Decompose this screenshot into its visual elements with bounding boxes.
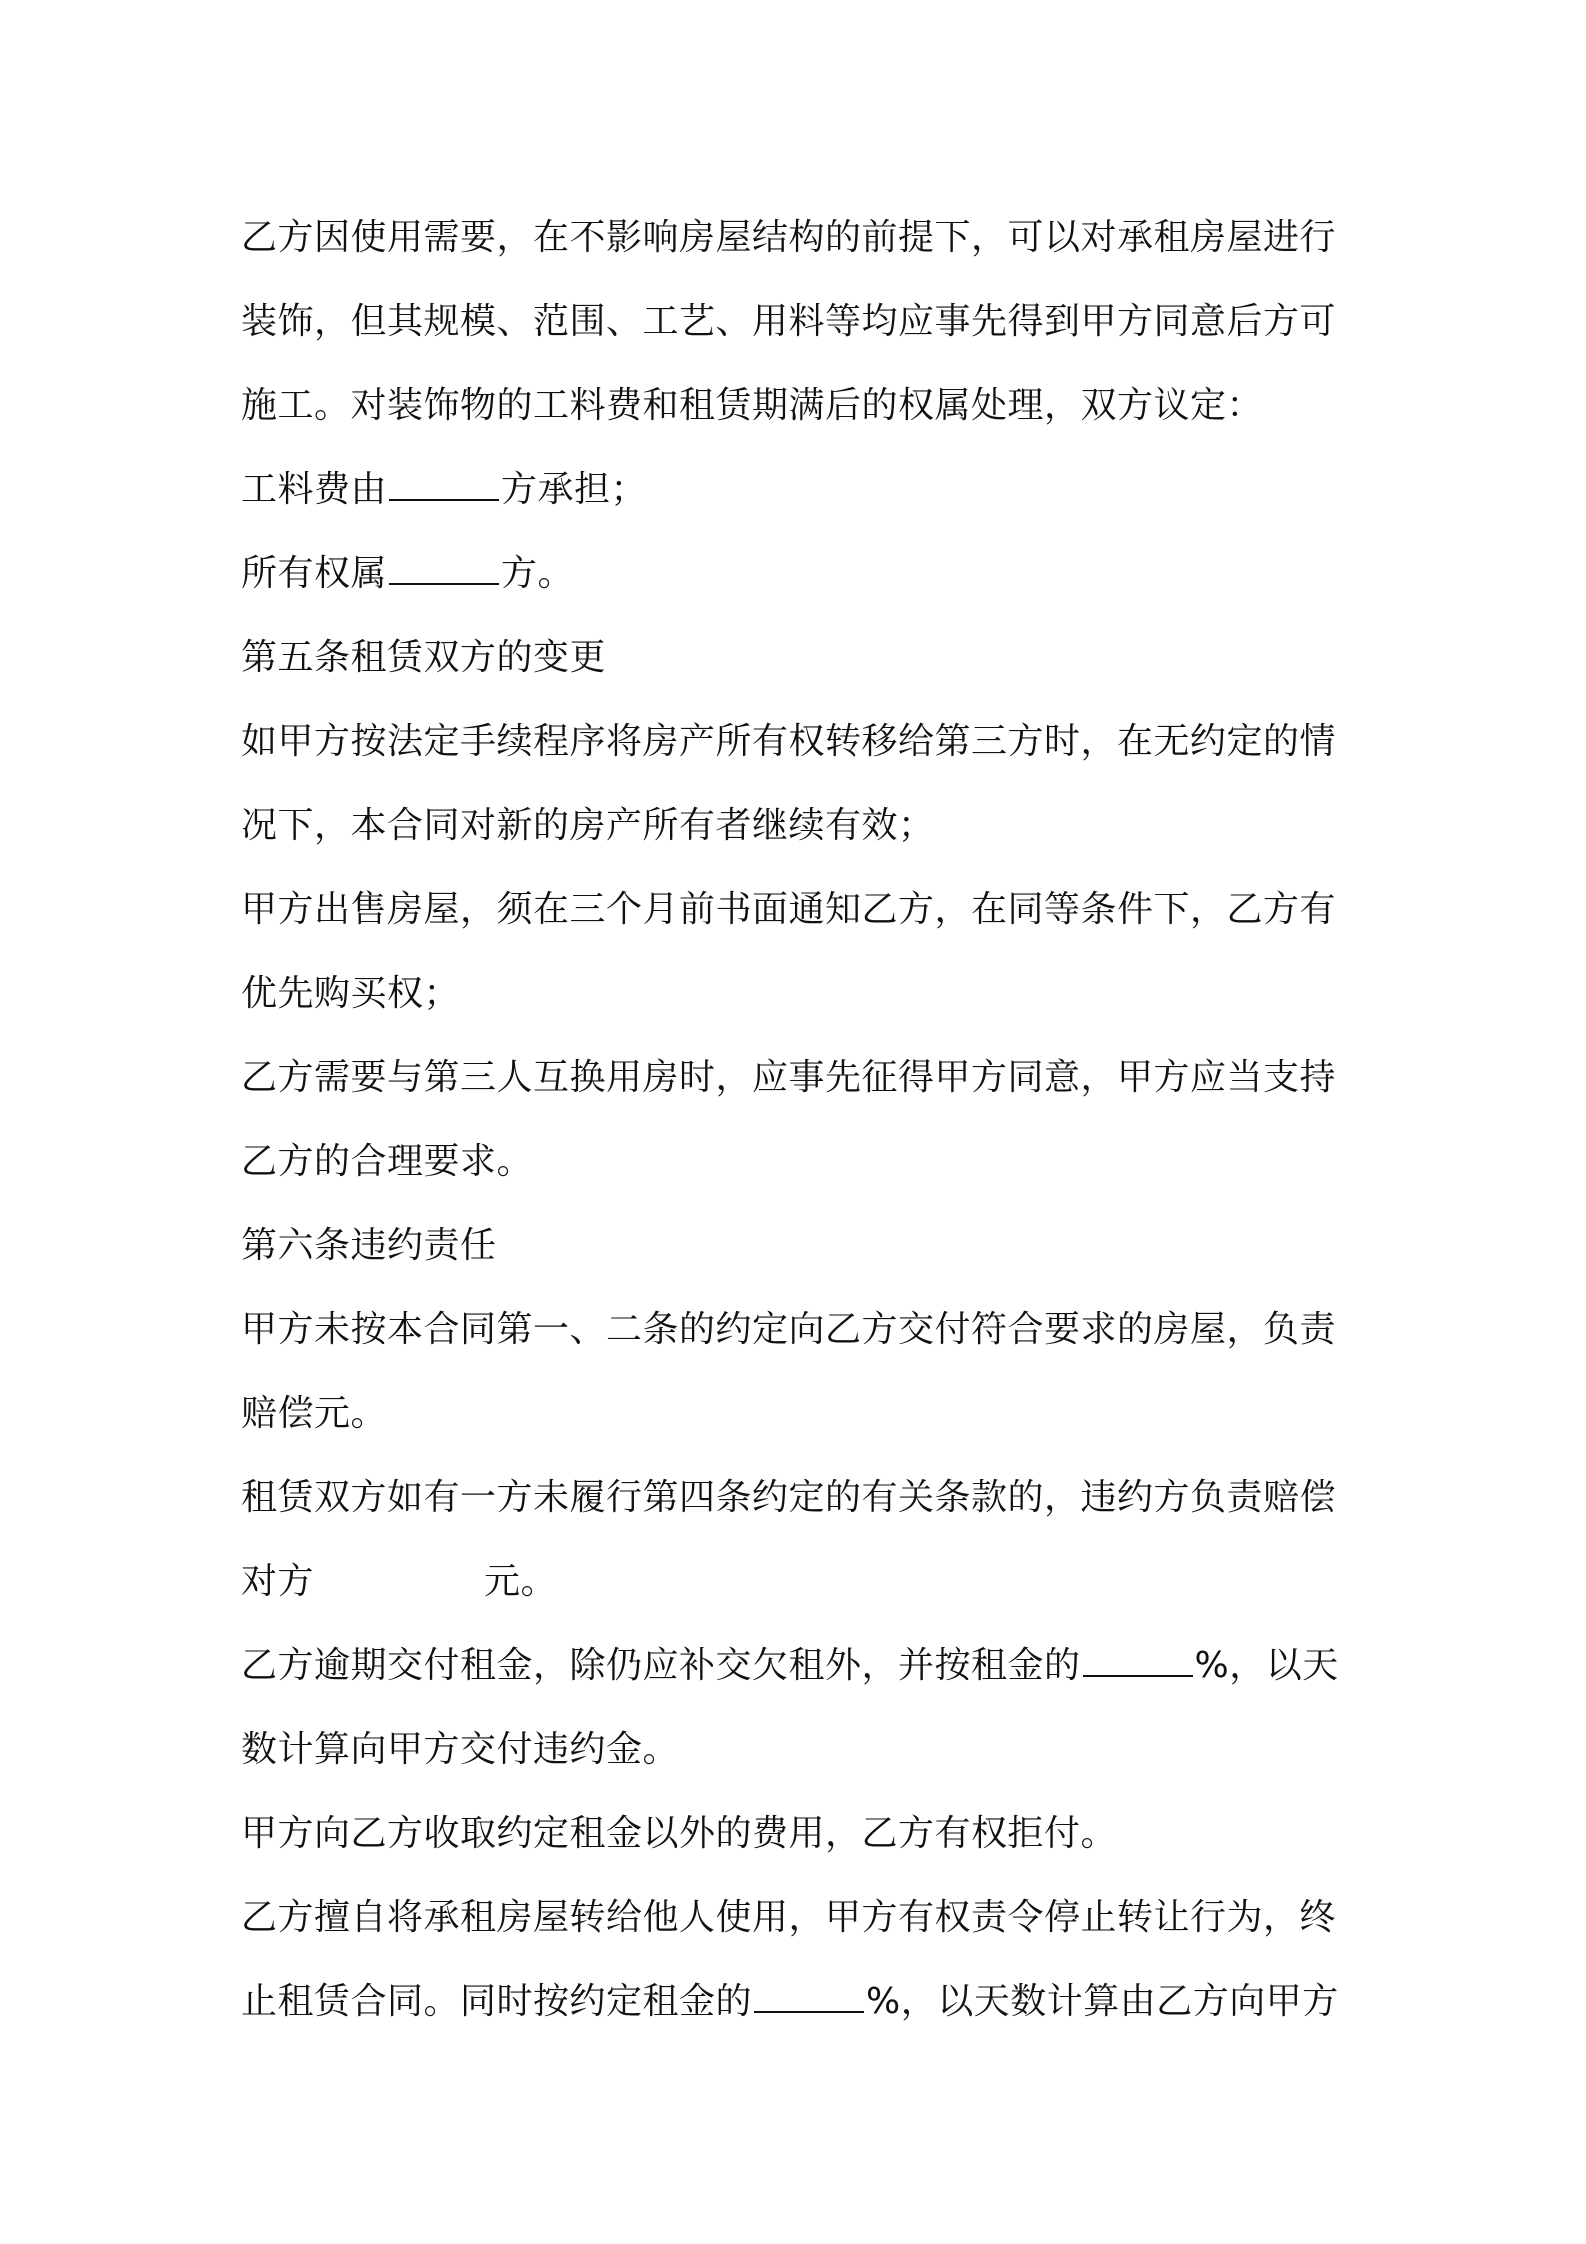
- paragraph-line: [241, 364, 1361, 448]
- paragraph-line: [241, 1960, 1361, 2044]
- text-segment: 方承担；: [501, 469, 648, 510]
- text-segment: 施工。对装饰物的工料费和租赁期满后的权属处理，双方议定：: [241, 385, 1264, 426]
- paragraph-line: [241, 280, 1361, 364]
- text-segment: 甲方出售房屋，须在三个月前书面通知乙方，在同等条件下，乙方有: [241, 889, 1337, 930]
- fill-in-blank[interactable]: [389, 555, 499, 585]
- text-segment: 止租赁合同。同时按约定租金的: [241, 1981, 753, 2022]
- text-segment: %，以天数计算由乙方向甲方: [866, 1981, 1339, 2022]
- paragraph-line: [241, 1036, 1361, 1120]
- text-segment: 数计算向甲方交付违约金。: [241, 1729, 680, 1770]
- text-segment: 装饰，但其规模、范围、工艺、用料等均应事先得到甲方同意后方可: [241, 301, 1337, 342]
- paragraph-line: [241, 1456, 1361, 1540]
- text-segment: 元。: [484, 1561, 558, 1602]
- text-segment: 乙方逾期交付租金，除仍应补交欠租外，并按租金的: [241, 1645, 1081, 1686]
- text-segment: 第六条违约责任: [241, 1225, 497, 1266]
- paragraph-line: [241, 1792, 1361, 1876]
- text-segment: 如甲方按法定手续程序将房产所有权转移给第三方时，在无约定的情: [241, 721, 1337, 762]
- paragraph-line: [241, 868, 1361, 952]
- paragraph-line: [241, 1372, 1361, 1456]
- text-segment: 对方: [241, 1561, 315, 1602]
- paragraph-line: [241, 1708, 1361, 1792]
- text-segment: 第五条租赁双方的变更: [241, 637, 607, 678]
- paragraph-line: [241, 1288, 1361, 1372]
- text-segment: 甲方未按本合同第一、二条的约定向乙方交付符合要求的房屋，负责: [241, 1309, 1337, 1350]
- paragraph-line: [241, 1120, 1361, 1204]
- text-segment: 乙方的合理要求。: [241, 1141, 534, 1182]
- fill-in-blank[interactable]: [389, 471, 499, 501]
- paragraph-line: [241, 700, 1361, 784]
- paragraph-line: [241, 616, 1361, 700]
- paragraph-line: [241, 532, 1361, 616]
- text-segment: 方。: [501, 553, 575, 594]
- text-segment: %，以天: [1194, 1645, 1339, 1686]
- paragraph-line: [241, 952, 1361, 1036]
- text-segment: 乙方擅自将承租房屋转给他人使用，甲方有权责令停止转让行为，终: [241, 1897, 1337, 1938]
- text-segment: 所有权属: [241, 553, 388, 594]
- text-segment: 乙方因使用需要，在不影响房屋结构的前提下，可以对承租房屋进行: [241, 217, 1337, 258]
- paragraph-line: [241, 1624, 1361, 1708]
- paragraph-line: [241, 196, 1361, 280]
- paragraph-line: [241, 784, 1361, 868]
- text-segment: 甲方向乙方收取约定租金以外的费用，乙方有权拒付。: [241, 1813, 1118, 1854]
- paragraph-line: [241, 448, 1361, 532]
- paragraph-line: [241, 1540, 1361, 1624]
- text-segment: 赔偿元。: [241, 1393, 388, 1434]
- text-segment: 况下，本合同对新的房产所有者继续有效；: [241, 805, 935, 846]
- paragraph-line: [241, 1204, 1361, 1288]
- paragraph-line: [241, 1876, 1361, 1960]
- text-segment: 租赁双方如有一方未履行第四条约定的有关条款的，违约方负责赔偿: [241, 1477, 1337, 1518]
- fill-in-blank[interactable]: [754, 1983, 864, 2013]
- text-segment: 工料费由: [241, 469, 388, 510]
- contract-body: [241, 196, 1361, 2044]
- text-segment: 优先购买权；: [241, 973, 461, 1014]
- text-segment: 乙方需要与第三人互换用房时，应事先征得甲方同意，甲方应当支持: [241, 1057, 1337, 1098]
- fill-in-blank[interactable]: [1083, 1647, 1193, 1677]
